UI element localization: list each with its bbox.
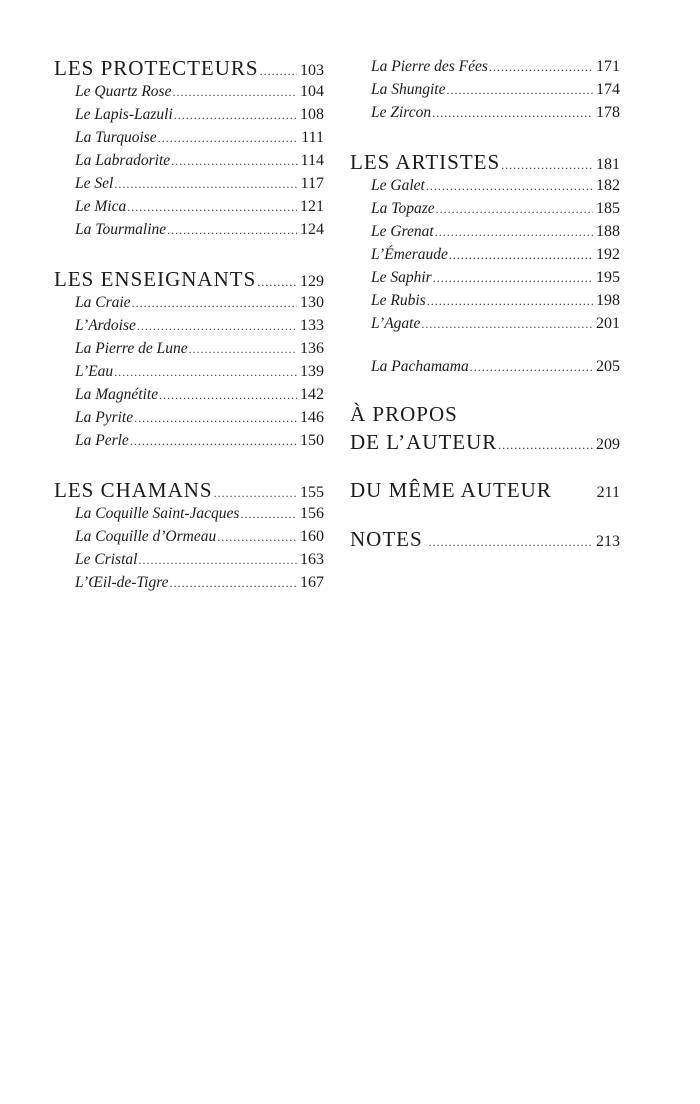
toc-entry[interactable]: [350, 220, 620, 243]
toc-entry[interactable]: [54, 291, 324, 314]
leader-dots: [158, 127, 299, 150]
toc-entry[interactable]: [54, 314, 324, 337]
toc-heading-title: DE L’AUTEUR: [350, 430, 498, 454]
leader-dots: [240, 503, 297, 526]
toc-continued-entries: [350, 55, 620, 124]
leader-dots: [174, 104, 297, 127]
toc-entry[interactable]: [54, 429, 324, 452]
leader-dots: [134, 407, 297, 430]
toc-entry-title: La Craie: [75, 294, 131, 311]
leader-dots: [114, 173, 297, 196]
toc-heading-line: À PROPOS: [350, 402, 458, 426]
leader-dots: [435, 221, 593, 244]
leader-dots: [132, 292, 297, 315]
toc-entry[interactable]: [54, 80, 324, 103]
toc-heading[interactable]: [54, 478, 324, 502]
toc-section-chamans: [54, 478, 324, 594]
toc-page-number: 117: [300, 175, 324, 192]
leader-dots: [421, 313, 593, 336]
toc-entry-title: Le Lapis-Lazuli: [75, 106, 173, 123]
toc-entry-title: Le Rubis: [371, 292, 426, 309]
toc-page-number: 129: [300, 273, 324, 290]
toc-entry-title: Le Grenat: [371, 223, 434, 240]
leader-dots: [501, 153, 593, 177]
leader-dots: [217, 526, 297, 549]
leader-dots: [470, 356, 593, 379]
toc-page-number: 163: [300, 551, 324, 568]
toc-entry-title: L’Émeraude: [371, 246, 448, 263]
leader-dots: [189, 338, 297, 361]
toc-page-number: 146: [300, 409, 324, 426]
toc-entry-title: La Magnétite: [75, 386, 159, 403]
toc-page-number: 136: [300, 340, 324, 357]
toc-entry[interactable]: [350, 355, 620, 378]
toc-entry-title: Le Zircon: [371, 104, 432, 121]
toc-entry-title: La Turquoise: [75, 129, 157, 146]
toc-page-number: 181: [596, 156, 620, 173]
toc-heading[interactable]: [54, 267, 324, 291]
toc-entry-title: Le Mica: [75, 198, 127, 215]
toc-page-number: 160: [300, 528, 324, 545]
toc-page-number: 121: [300, 198, 324, 215]
toc-entry[interactable]: [54, 149, 324, 172]
toc-page-number: 178: [596, 104, 620, 121]
toc-entry[interactable]: [350, 266, 620, 289]
toc-entry-title: La Coquille Saint-Jacques: [75, 505, 240, 522]
leader-dots: [429, 530, 593, 554]
toc-entry-title: La Pierre des Fées: [371, 58, 488, 75]
leader-dots: [138, 549, 297, 572]
toc-entry[interactable]: [350, 197, 620, 220]
toc-entry[interactable]: [54, 571, 324, 594]
leader-dots: [427, 290, 593, 313]
toc-entry[interactable]: [350, 312, 620, 335]
toc-heading[interactable]: [350, 428, 620, 456]
toc-heading-title: NOTES: [350, 527, 423, 551]
toc-entry[interactable]: [54, 337, 324, 360]
leader-dots: [433, 267, 593, 290]
toc-entry[interactable]: [350, 174, 620, 197]
toc-entry-title: L’Agate: [371, 315, 421, 332]
toc-page-number: 104: [300, 83, 324, 100]
leader-dots: [426, 175, 593, 198]
toc-entry-title: L’Eau: [75, 363, 114, 380]
leader-dots: [257, 270, 297, 294]
leader-dots: [260, 59, 297, 83]
toc-page-number: 188: [596, 223, 620, 240]
toc-page-number: 198: [596, 292, 620, 309]
leader-dots: [171, 150, 297, 173]
toc-page-number: 130: [300, 294, 324, 311]
toc-page-number: 111: [301, 129, 324, 146]
leader-dots: [130, 430, 297, 453]
toc-entry[interactable]: [350, 101, 620, 124]
toc-entry[interactable]: [350, 55, 620, 78]
toc-section-a-propos: [350, 400, 620, 456]
toc-page-number: 108: [300, 106, 324, 123]
toc-page-number: 211: [596, 484, 620, 501]
toc-page-number: 124: [300, 221, 324, 238]
toc-page-number: 150: [300, 432, 324, 449]
toc-left-column: [54, 56, 324, 594]
toc-page-number: 182: [596, 177, 620, 194]
toc-entry[interactable]: [54, 383, 324, 406]
toc-entry-title: Le Quartz Rose: [75, 83, 172, 100]
leader-dots: [436, 198, 593, 221]
toc-entry[interactable]: [54, 172, 324, 195]
toc-page-number: 174: [596, 81, 620, 98]
toc-page-number: 209: [596, 436, 620, 453]
toc-section-du-meme-auteur: [350, 478, 620, 502]
toc-entry[interactable]: [54, 218, 324, 241]
leader-dots: [114, 361, 297, 384]
toc-section-notes: [350, 527, 620, 551]
toc-heading-title: DU MÊME AUTEUR: [350, 478, 552, 502]
toc-entry[interactable]: [54, 103, 324, 126]
toc-right-column: [350, 56, 620, 551]
toc-page-number: 195: [596, 269, 620, 286]
toc-entry-title: Le Cristal: [75, 551, 138, 568]
toc-page-number: 155: [300, 484, 324, 501]
toc-heading[interactable]: [350, 478, 620, 502]
toc-entry[interactable]: [54, 502, 324, 525]
toc-section-pachamama: [350, 355, 620, 378]
toc-entry[interactable]: [350, 289, 620, 312]
toc-entry-title: L’Ardoise: [75, 317, 136, 334]
toc-heading[interactable]: [54, 56, 324, 80]
toc-heading[interactable]: [350, 527, 620, 551]
toc-section-protecteurs: [54, 56, 324, 241]
toc-heading-title: LES ARTISTES: [350, 150, 501, 174]
toc-entry-title: La Tourmaline: [75, 221, 167, 238]
toc-heading-title: LES ENSEIGNANTS: [54, 267, 257, 291]
leader-dots: [159, 384, 297, 407]
toc-entry-title: La Coquille d’Ormeau: [75, 528, 217, 545]
toc-page-number: 114: [300, 152, 324, 169]
toc-entry-title: La Labradorite: [75, 152, 171, 169]
toc-entry[interactable]: [54, 525, 324, 548]
toc-entry[interactable]: [350, 243, 620, 266]
toc-page-number: 133: [300, 317, 324, 334]
toc-entry[interactable]: [54, 548, 324, 571]
toc-entry-title: La Pyrite: [75, 409, 134, 426]
toc-entry[interactable]: [54, 126, 324, 149]
toc-entry[interactable]: [350, 78, 620, 101]
toc-page-number: 171: [596, 58, 620, 75]
toc-page-number: 213: [596, 533, 620, 550]
toc-entry[interactable]: [54, 406, 324, 429]
toc-entry-title: Le Saphir: [371, 269, 432, 286]
toc-section-enseignants: [54, 267, 324, 452]
toc-page-number: 192: [596, 246, 620, 263]
toc-page-number: 205: [596, 358, 620, 375]
leader-dots: [447, 79, 594, 102]
leader-dots: [137, 315, 297, 338]
toc-heading-title: LES PROTECTEURS: [54, 56, 259, 80]
toc-entry-title: La Pierre de Lune: [75, 340, 188, 357]
toc-heading[interactable]: [350, 150, 620, 174]
toc-page-number: 103: [300, 62, 324, 79]
leader-dots: [167, 219, 297, 242]
toc-page-number: 142: [300, 386, 324, 403]
toc-page-number: 167: [300, 574, 324, 591]
toc-entry-title: La Topaze: [371, 200, 435, 217]
toc-heading-title: LES CHAMANS: [54, 478, 213, 502]
leader-dots: [449, 244, 593, 267]
leader-dots: [127, 196, 297, 219]
toc-entry-title: Le Galet: [371, 177, 425, 194]
leader-dots: [172, 81, 297, 104]
toc-entry[interactable]: [54, 195, 324, 218]
toc-page-number: 156: [300, 505, 324, 522]
toc-page-number: 139: [300, 363, 324, 380]
toc-entry-title: La Perle: [75, 432, 129, 449]
toc-section-artistes: [350, 150, 620, 335]
leader-dots: [498, 431, 593, 459]
toc-entry-title: La Shungite: [371, 81, 446, 98]
leader-dots: [489, 56, 593, 79]
toc-entry-title: La Pachamama: [371, 358, 469, 375]
toc-page-number: 201: [596, 315, 620, 332]
leader-dots: [170, 572, 297, 595]
toc-entry-title: Le Sel: [75, 175, 114, 192]
toc-entry[interactable]: [54, 360, 324, 383]
leader-dots: [432, 102, 593, 125]
toc-page-number: 185: [596, 200, 620, 217]
toc-entry-title: L’Œil-de-Tigre: [75, 574, 169, 591]
